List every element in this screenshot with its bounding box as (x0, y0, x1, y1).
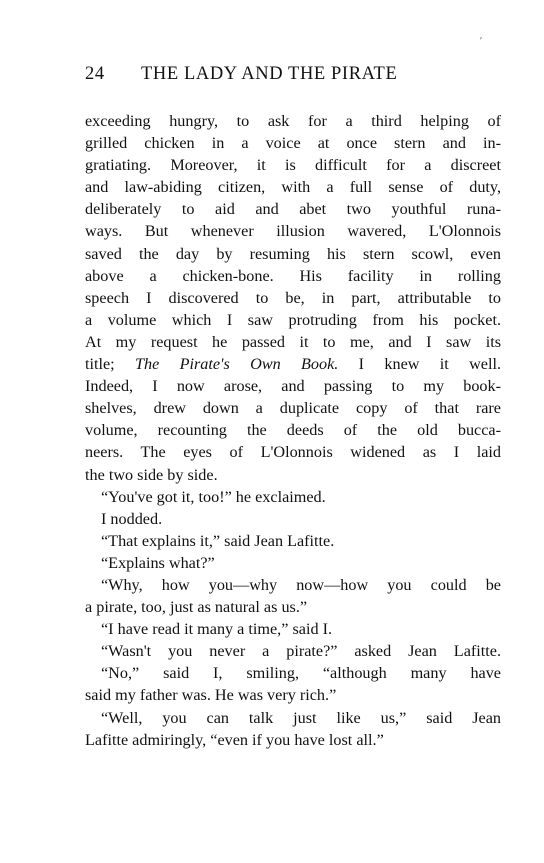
text-line: grilled chicken in a voice at once stern and in- (85, 134, 501, 153)
text-line: saved the day by resuming his stern scowl, even (85, 244, 501, 263)
text-line: exceeding hungry, to ask for a third helping of (85, 112, 501, 130)
dialogue-line: “Explains what?” (101, 553, 215, 572)
dialogue-line: I nodded. (101, 509, 163, 528)
dialogue-line: “Well, you can talk just like us,” said Jean (101, 708, 501, 727)
dialogue-line: Lafitte admiringly, “even if you have lost all.” (85, 730, 384, 749)
corner-mark: ′ (480, 36, 483, 47)
body-text (85, 110, 501, 751)
running-head (85, 64, 505, 85)
dialogue-line: a pirate, too, just as natural as us.” (85, 598, 308, 617)
text-line: shelves, drew down a duplicate copy of that rare (85, 399, 501, 418)
text-line: gratiating. Moreover, it is difficult for a discreet (85, 156, 501, 175)
text-line: and law-abiding citizen, with a full sense of duty, (85, 178, 501, 197)
text-line: speech I discovered to be, in part, attributable to (85, 288, 501, 307)
page-number: 24 (85, 64, 105, 84)
text-line-with-book-title (85, 353, 501, 375)
text-line: Indeed, I now arose, and passing to my book- (85, 377, 501, 396)
text-line: volume, recounting the deeds of the old bucca- (85, 421, 501, 440)
dialogue-line: “Why, how you—why now—how you could be (101, 575, 501, 594)
book-title: The Pirate's Own Book. (135, 355, 339, 374)
text-line: At my request he passed it to me, and I saw its (85, 332, 501, 351)
dialogue-line: “You've got it, too!” he exclaimed. (101, 487, 326, 506)
line-text-before: title; (85, 355, 135, 374)
text-line: ways. But whenever illusion wavered, L'Olonnois (85, 222, 501, 241)
text-line: neers. The eyes of L'Olonnois widened as I laid (85, 443, 501, 462)
line-text-after: I knew it well. (338, 355, 501, 374)
dialogue-line: “Wasn't you never a pirate?” asked Jean Lafitte. (101, 642, 501, 661)
running-title: THE LADY AND THE PIRATE (141, 64, 398, 84)
dialogue-line: said my father was. He was very rich.” (85, 686, 337, 705)
text-line: above a chicken-bone. His facility in rolling (85, 266, 501, 285)
dialogue-line: “I have read it many a time,” said I. (101, 620, 333, 639)
dialogue-line: “No,” said I, smiling, “although many have (101, 664, 501, 683)
dialogue-line: “That explains it,” said Jean Lafitte. (101, 531, 335, 550)
text-line: a volume which I saw protruding from his pocket. (85, 310, 501, 329)
text-line: the two side by side. (85, 465, 218, 484)
text-line: deliberately to aid and abet two youthful runa- (85, 200, 501, 219)
